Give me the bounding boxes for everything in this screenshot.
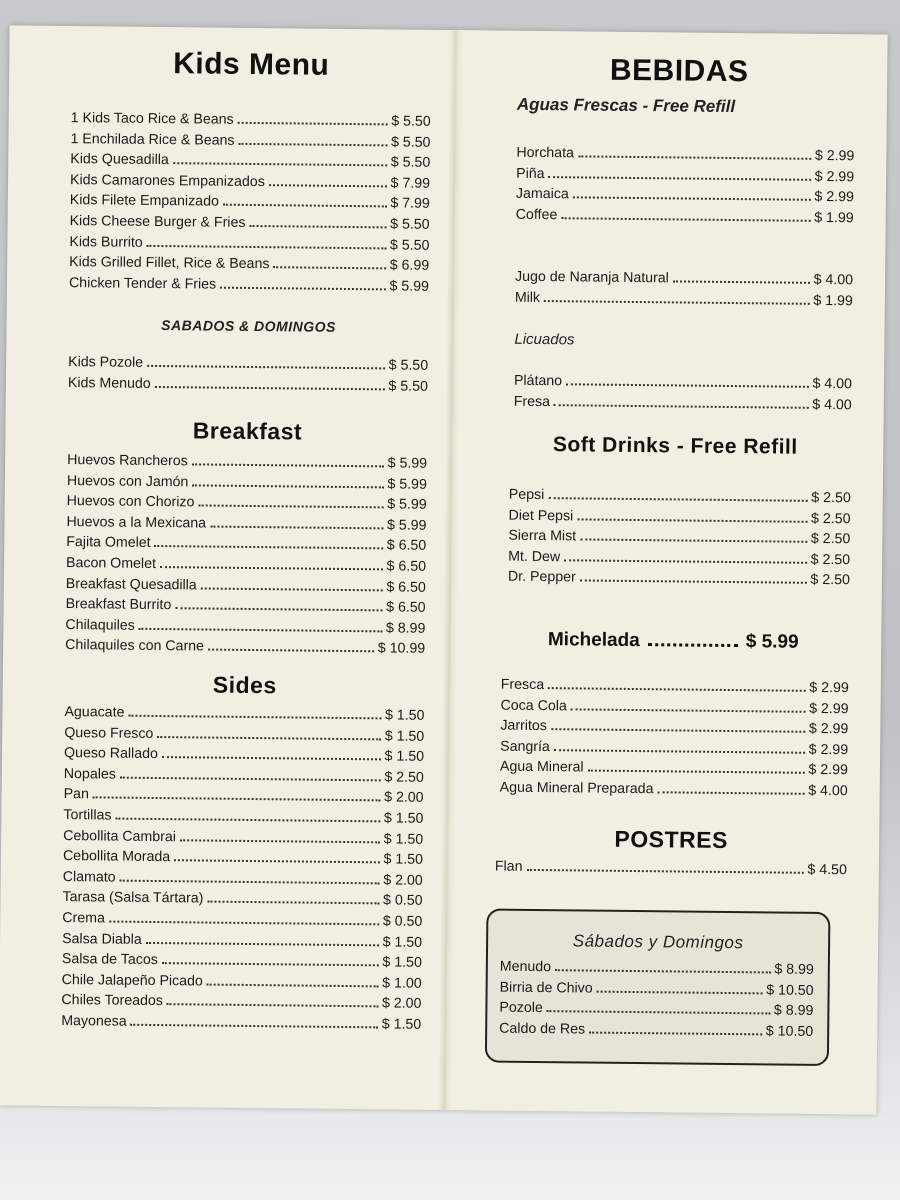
menu-item-price: $ 4.00 <box>813 271 854 289</box>
dot-leader <box>147 365 385 369</box>
menu-item-price: $ 7.99 <box>390 175 431 192</box>
dot-leader <box>561 217 810 222</box>
menu-item-price: $ 0.50 <box>382 892 423 910</box>
menu-item-name: Kids Camarones Empanizados <box>69 171 265 190</box>
menu-item-price: $ 2.99 <box>808 762 849 779</box>
dot-leader <box>93 797 380 802</box>
menu-item-price: $ 5.50 <box>388 378 429 395</box>
menu-item-price: $ 4.00 <box>812 375 853 393</box>
menu-item-name: Birria de Chivo <box>499 979 593 997</box>
menu-item-price: $ 6.50 <box>386 537 427 555</box>
menu-item-name: Kids Quesadilla <box>70 151 169 169</box>
menu-item-name: Pozole <box>499 999 543 1017</box>
menu-item-price: $ 6.50 <box>386 599 426 616</box>
dot-leader <box>571 708 805 712</box>
menu-item-price: $ 2.99 <box>814 189 855 206</box>
menu-item-name: Kids Menudo <box>67 374 151 392</box>
menu-item-name: Salsa Diabla <box>62 930 142 948</box>
menu-item-name: Jamaica <box>515 185 569 203</box>
weekend-specials-title: Sábados y Domingos <box>572 931 744 953</box>
breakfast-title: Breakfast <box>192 417 303 445</box>
dot-leader <box>269 184 387 187</box>
menu-item-name: Nopales <box>63 765 116 783</box>
menu-item-price: $ 7.99 <box>390 195 430 213</box>
kids-menu-list <box>69 108 431 297</box>
dot-leader <box>551 728 805 733</box>
menu-item-row <box>62 887 422 911</box>
menu-item-price: $ 2.50 <box>810 572 850 589</box>
menu-item-price: $ 0.50 <box>382 913 423 930</box>
dot-leader <box>548 497 807 502</box>
menu-item-name: Pepsi <box>508 486 545 504</box>
dot-leader <box>580 539 807 543</box>
menu-item-name: Piña <box>516 165 545 182</box>
dot-leader <box>131 1024 378 1029</box>
dot-leader <box>167 1003 378 1007</box>
menu-item-name: Jugo de Naranja Natural <box>514 268 669 287</box>
menu-item-name: Kids Filete Empanizado <box>69 192 219 211</box>
dot-leader <box>207 901 379 905</box>
weekend-kids-title: SABADOS & DOMINGOS <box>161 317 336 335</box>
soft-drinks-list <box>508 485 851 592</box>
menu-item-price: $ 2.99 <box>809 679 849 697</box>
menu-item-price: $ 2.50 <box>810 551 851 569</box>
menu-item-name: Queso Rallado <box>63 745 158 763</box>
dot-leader <box>573 197 811 201</box>
menu-item-price: $ 2.99 <box>809 700 849 717</box>
menu-item-name: Chiles Toreados <box>61 992 164 1010</box>
menu-item-name: Pan <box>63 786 89 803</box>
dot-leader <box>173 162 387 166</box>
menu-item-name: Queso Fresco <box>64 724 154 742</box>
dot-leader <box>249 225 386 228</box>
dot-leader <box>544 300 809 305</box>
menu-item-price: $ 2.50 <box>811 510 851 527</box>
menu-item-price: $ 10.99 <box>377 640 426 658</box>
dot-leader <box>657 791 804 795</box>
menu-item-name: Coca Cola <box>500 697 567 714</box>
menu-item-name: Huevos Rancheros <box>67 452 188 470</box>
menu-item-price: $ 2.00 <box>383 872 423 889</box>
michelada-price: $ 5.99 <box>745 631 799 653</box>
menu-item-price: $ 1.99 <box>813 292 853 309</box>
dot-leader <box>120 776 380 781</box>
menu-item-row <box>500 977 814 1001</box>
aguas-frescas-list <box>516 143 855 229</box>
menu-item-row <box>508 567 850 591</box>
menu-item-price: $ 2.99 <box>808 721 849 738</box>
dot-leader <box>208 649 374 653</box>
menu-item-name: Kids Pozole <box>68 354 144 371</box>
menu-item-price: $ 2.99 <box>808 741 849 759</box>
kids-menu-title: Kids Menu <box>173 47 330 82</box>
menu-item-price: $ 2.99 <box>814 147 855 165</box>
jugos-list <box>515 267 853 312</box>
menu-item-name: Chile Jalapeño Picado <box>61 971 203 990</box>
dot-leader <box>548 687 805 692</box>
menu-item-name: Clamato <box>62 868 116 886</box>
dot-leader <box>146 941 379 945</box>
menu-item-price: $ 5.50 <box>389 236 430 254</box>
menu-item-row <box>499 1018 813 1042</box>
dot-leader <box>109 920 379 925</box>
menu-item-name: Huevos a la Mexicana <box>66 513 207 532</box>
dot-leader <box>160 566 383 570</box>
dot-leader <box>273 266 385 269</box>
menu-item-name: Tortillas <box>63 807 112 824</box>
licuados-list <box>514 371 852 416</box>
kids-menu-section <box>71 46 431 84</box>
menu-item-price: $ 2.00 <box>384 789 424 807</box>
menu-item-price: $ 1.50 <box>383 851 424 868</box>
menu-item-name: Sangría <box>500 738 550 755</box>
menu-item-price: $ 1.50 <box>381 1016 422 1033</box>
menu-item-price: $ 6.50 <box>386 578 426 596</box>
menu-item-row <box>515 287 853 311</box>
menu-item-name: Agua Mineral <box>499 758 584 776</box>
dot-leader <box>192 463 384 467</box>
dot-leader <box>120 879 380 884</box>
menu-item-name: Fresa <box>513 393 551 410</box>
menu-sheet <box>0 25 888 1114</box>
menu-item-price: $ 1.00 <box>382 975 422 992</box>
michelada-name: Michelada <box>547 629 640 652</box>
menu-item-name: Tarasa (Salsa Tártara) <box>62 889 204 907</box>
dot-leader <box>597 990 763 994</box>
dot-leader <box>162 756 381 760</box>
menu-item-price: $ 5.50 <box>391 113 431 130</box>
menu-item-name: Fajita Omelet <box>66 534 151 552</box>
menu-item-price: $ 1.50 <box>383 810 424 827</box>
menu-item-name: Breakfast Burrito <box>65 596 172 614</box>
dot-leader <box>566 383 808 388</box>
sides-list <box>61 702 424 1035</box>
menu-item-row <box>65 635 425 659</box>
menu-item-price: $ 2.50 <box>384 769 424 786</box>
menu-item-name: Chilaquiles <box>65 616 135 634</box>
dot-leader <box>554 749 805 754</box>
menu-item-price: $ 6.99 <box>389 257 430 274</box>
menu-item-row <box>500 695 848 719</box>
weekend-specials-box <box>485 908 831 1066</box>
menu-item-name: 1 Enchilada Rice & Beans <box>70 130 235 149</box>
menu-item-price: $ 4.50 <box>807 861 847 879</box>
menu-item-price: $ 2.00 <box>381 995 422 1013</box>
licuados-title: Licuados <box>514 330 575 349</box>
dot-leader <box>201 587 383 591</box>
menu-item-row <box>514 391 852 415</box>
menu-item-price: $ 1.50 <box>382 933 423 951</box>
dot-leader <box>147 244 386 249</box>
menu-item-name: Aguacate <box>64 704 125 721</box>
dot-leader <box>549 176 811 181</box>
menu-item-name: Cebollita Morada <box>62 848 171 866</box>
postres-title: POSTRES <box>614 825 729 853</box>
menu-fold <box>438 30 463 1110</box>
dot-leader <box>589 1031 762 1035</box>
menu-item-price: $ 10.50 <box>765 1023 814 1040</box>
menu-item-name: Cebollita Cambrai <box>63 827 177 845</box>
breakfast-list <box>65 450 427 660</box>
dot-leader <box>578 155 811 159</box>
menu-item-price: $ 5.99 <box>386 517 427 534</box>
menu-item-name: Mt. Dew <box>508 548 561 566</box>
menu-item-price: $ 5.99 <box>389 278 430 295</box>
menu-item-name: Sierra Mist <box>508 527 577 545</box>
dot-leader <box>554 404 808 409</box>
menu-item-price: $ 4.00 <box>812 396 852 413</box>
dot-leader <box>155 386 385 390</box>
dot-leader <box>174 859 379 863</box>
dot-leader <box>555 969 770 973</box>
dot-leader <box>223 204 387 208</box>
aguas-frescas-subtitle: Aguas Frescas - Free Refill <box>516 94 736 117</box>
dot-leader <box>526 869 803 874</box>
dot-leader <box>577 518 807 522</box>
weekend-specials-list <box>499 957 814 1043</box>
michelada-dots <box>648 643 738 647</box>
menu-item-name: Coffee <box>515 206 558 223</box>
menu-item-name: Kids Burrito <box>69 233 143 251</box>
bebidas-title: BEBIDAS <box>609 53 749 89</box>
menu-item-row <box>516 143 854 167</box>
menu-item-row <box>61 1011 421 1035</box>
menu-item-name: Chicken Tender & Fries <box>68 274 217 293</box>
menu-item-name: Flan <box>494 858 523 875</box>
dot-leader <box>220 286 385 290</box>
soft-drinks-title: Soft Drinks - Free Refill <box>552 433 798 459</box>
menu-item-row <box>516 205 854 229</box>
menu-item-price: $ 5.99 <box>387 455 428 472</box>
menu-item-price: $ 6.50 <box>386 558 427 575</box>
menu-item-name: Caldo de Res <box>499 1020 586 1038</box>
menu-item-price: $ 2.99 <box>814 168 855 185</box>
menu-item-price: $ 1.50 <box>382 954 422 971</box>
other-drinks-list <box>500 675 849 802</box>
dot-leader <box>210 525 383 529</box>
menu-item-name: 1 Kids Taco Rice & Beans <box>70 110 234 128</box>
menu-item-price: $ 5.50 <box>388 357 429 374</box>
menu-item-row <box>516 184 854 208</box>
dot-leader <box>580 580 807 584</box>
dot-leader <box>547 1010 770 1014</box>
menu-item-price: $ 5.99 <box>387 496 427 514</box>
dot-leader <box>157 736 380 740</box>
menu-item-price: $ 2.50 <box>811 489 851 507</box>
dot-leader <box>207 983 378 987</box>
menu-item-name: Kids Grilled Fillet, Rice & Beans <box>69 254 270 273</box>
menu-item-name: Agua Mineral Preparada <box>499 779 654 798</box>
menu-item-price: $ 8.99 <box>774 961 814 978</box>
menu-item-name: Breakfast Quesadilla <box>65 575 197 593</box>
menu-item-name: Menudo <box>499 958 552 976</box>
menu-item-price: $ 4.00 <box>808 782 848 800</box>
dot-leader <box>238 142 387 146</box>
menu-item-name: Huevos con Chorizo <box>66 493 195 511</box>
menu-item-price: $ 1.50 <box>383 830 424 848</box>
dot-leader <box>175 607 382 611</box>
dot-leader <box>162 962 379 966</box>
menu-item-name: Milk <box>514 289 541 306</box>
menu-item-name: Dr. Pepper <box>507 569 576 586</box>
menu-item-name: Jarritos <box>500 717 547 735</box>
menu-item-price: $ 8.99 <box>385 620 426 637</box>
dot-leader <box>192 484 383 488</box>
menu-item-price: $ 1.99 <box>814 209 854 227</box>
dot-leader <box>588 770 805 774</box>
dot-leader <box>564 559 807 564</box>
dot-leader <box>115 818 379 823</box>
weekend-kids-list <box>68 352 428 397</box>
menu-item-row <box>69 273 429 297</box>
menu-item-name: Crema <box>62 909 105 927</box>
michelada-row <box>497 629 849 655</box>
dot-leader <box>238 122 388 126</box>
menu-item-row <box>495 857 847 881</box>
dot-leader <box>180 839 380 843</box>
dot-leader <box>673 280 810 283</box>
menu-item-price: $ 1.50 <box>384 748 425 765</box>
menu-item-price: $ 2.50 <box>810 531 851 548</box>
sides-title: Sides <box>212 671 277 699</box>
menu-item-price: $ 5.50 <box>390 216 430 233</box>
menu-item-row <box>64 743 424 767</box>
dot-leader <box>155 545 383 549</box>
menu-item-row <box>68 373 428 397</box>
menu-item-name: Diet Pepsi <box>508 507 574 524</box>
menu-item-name: Fresca <box>500 676 545 694</box>
menu-item-row <box>515 267 853 291</box>
dot-leader <box>198 505 383 509</box>
postres-list <box>495 857 847 881</box>
menu-item-price: $ 10.50 <box>766 982 814 999</box>
menu-item-price: $ 1.50 <box>384 727 425 745</box>
menu-item-name: Huevos con Jamón <box>66 472 189 490</box>
menu-item-price: $ 5.50 <box>390 154 431 172</box>
menu-item-name: Bacon Omelet <box>65 555 157 572</box>
menu-item-name: Salsa de Tacos <box>61 951 158 969</box>
dot-leader <box>139 628 382 633</box>
menu-item-row <box>63 846 423 870</box>
menu-item-price: $ 5.99 <box>387 476 427 493</box>
menu-item-name: Mayonesa <box>61 1012 127 1030</box>
menu-item-row <box>500 778 848 802</box>
menu-item-name: Plátano <box>513 372 563 390</box>
menu-item-price: $ 5.50 <box>390 134 431 151</box>
menu-item-name: Chilaquiles con Carne <box>65 637 205 655</box>
menu-item-price: $ 1.50 <box>384 707 425 724</box>
menu-item-price: $ 8.99 <box>773 1002 814 1020</box>
menu-item-name: Kids Cheese Burger & Fries <box>69 213 246 231</box>
dot-leader <box>128 715 381 720</box>
menu-item-name: Horchata <box>516 144 575 162</box>
